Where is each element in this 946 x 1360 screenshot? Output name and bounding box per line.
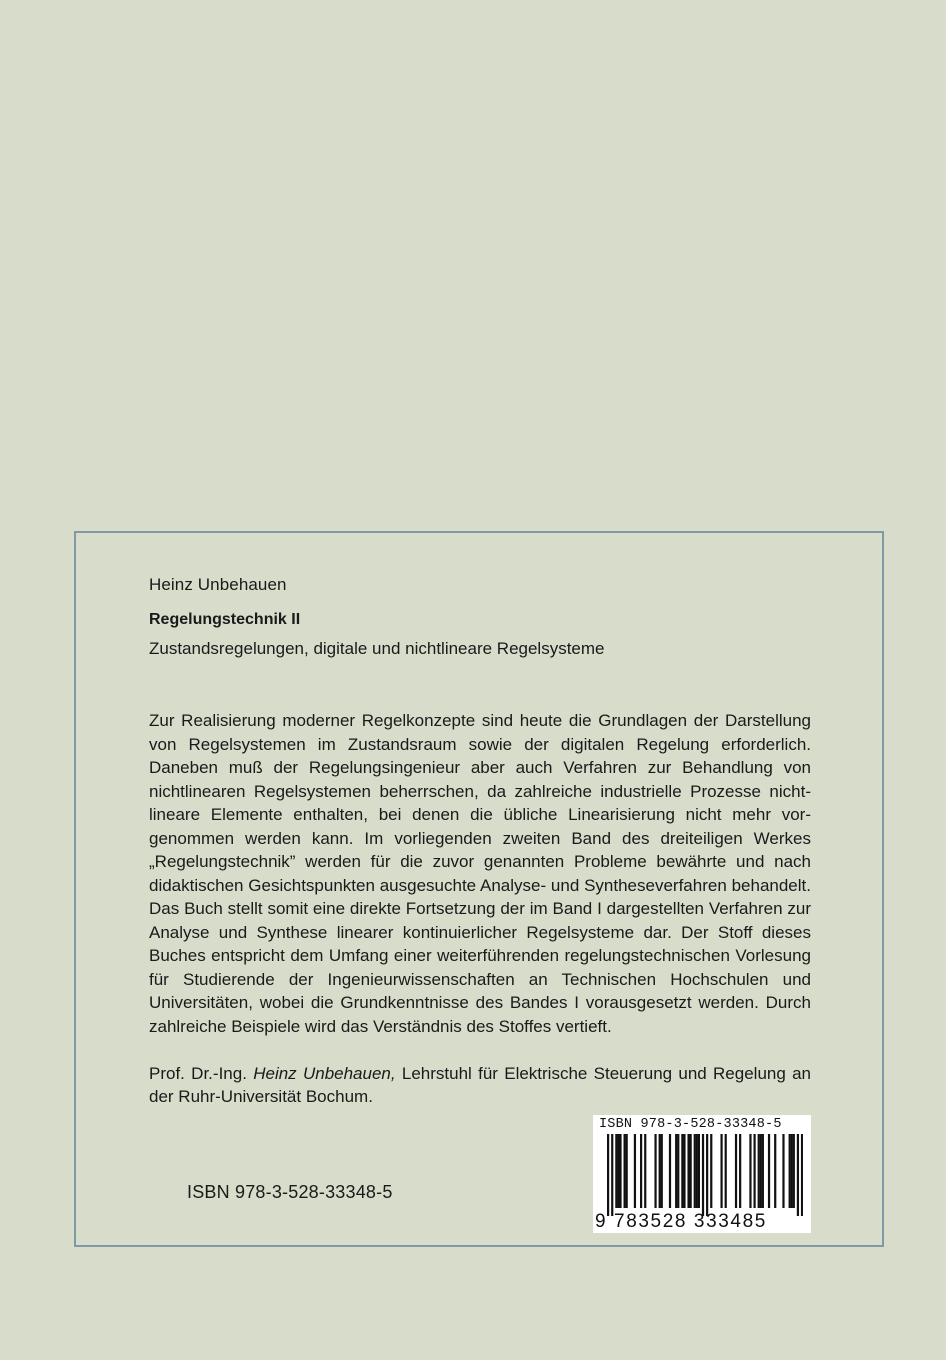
barcode-bars (607, 1134, 803, 1216)
barcode-guard-bar (607, 1134, 609, 1216)
barcode-bar (760, 1134, 762, 1208)
barcode-bar (687, 1134, 689, 1208)
barcode-bar (749, 1134, 751, 1208)
barcode-bar (782, 1134, 784, 1208)
book-subtitle: Zustandsregelungen, digitale und nichtlineare Regelsysteme (149, 639, 605, 658)
barcode-bar (739, 1134, 741, 1208)
barcode-bar (768, 1134, 770, 1208)
barcode-bar (720, 1134, 722, 1208)
author-note-rest: Lehrstuhl für Elektrische Steuerung und Regelung an der Ruhr-Universität Bochum. (149, 1064, 812, 1106)
barcode-bar (753, 1134, 755, 1208)
author-note-name: Heinz Unbehauen, (253, 1064, 396, 1083)
barcode-bar (675, 1134, 677, 1208)
author-note (149, 1062, 811, 1108)
author-note-prefix: Prof. Dr.-Ing. (149, 1064, 254, 1083)
barcode-bar (661, 1134, 663, 1208)
barcode-bar (735, 1134, 737, 1208)
barcode-bar (654, 1134, 656, 1208)
barcode-guard-bar (706, 1134, 708, 1216)
barcode-bar (659, 1134, 661, 1208)
barcode-bar (615, 1134, 617, 1208)
barcode-bar (683, 1134, 685, 1208)
barcode-bar (791, 1134, 793, 1208)
barcode-bar (696, 1134, 698, 1208)
barcode-bar (677, 1134, 679, 1208)
barcode-bar (619, 1134, 621, 1208)
barcode-number: 9 783528 333485 (595, 1211, 767, 1232)
barcode-guard-bar (611, 1134, 613, 1216)
barcode (593, 1115, 811, 1233)
barcode-bar (626, 1134, 628, 1208)
barcode-bar (694, 1134, 696, 1208)
barcode-guard-bar (801, 1134, 803, 1216)
barcode-guard-bar (702, 1134, 704, 1216)
book-title: Regelungstechnik II (149, 611, 301, 628)
barcode-bar (762, 1134, 764, 1208)
barcode-bar (624, 1134, 626, 1208)
author-name: Heinz Unbehauen (149, 575, 287, 594)
barcode-bar (617, 1134, 619, 1208)
barcode-bar (690, 1134, 692, 1208)
barcode-isbn-label: ISBN 978-3-528-33348-5 (599, 1117, 782, 1132)
barcode-bar (710, 1134, 712, 1208)
barcode-bar (634, 1134, 636, 1208)
barcode-bar (669, 1134, 671, 1208)
book-description: Zur Realisierung moderner Regelkonzepte sind heute die Grundlagen der Darstellung von Regelsystemen im Zustandsraum sowie der digitalen Regelung erforderlich. Daneben muß der Regelungsingenieur aber auch Verfahren zur Behandlung von nichtlinearen Regelsystemen beherrschen, da zahlreiche industrielle Prozesse nichtlineare Elemente enthalten, bei denen die übliche Linearisierung nicht mehr vorgenommen werden kann. Im vorliegenden zweiten Band des dreiteiligen Werkes „Regelungstechnik” werden für die zuvor genannten Probleme bewährte und nach didaktischen Gesichtspunkten ausgesuchte Analyse- und Syntheseverfahren behandelt. Das Buch stellt somit eine direkte Fortsetzung der im Band I dargestellten Verfahren zur Analyse und Synthese linearer kontinuierlicher Regelsysteme dar. Der Stoff dieses Buches entspricht dem Umfang einer weiterführenden regelungstechnischen Vorlesung für Studierende der Ingenieurwissenschaften an Technischen Hochschulen und Universitäten, wobei die Grundkenntnisse des Bandes I vorausgesetzt werden. Durch zahlreiche Beispiele wird das Verständnis des Stoffes vertieft. (149, 711, 811, 1036)
barcode-bar (758, 1134, 760, 1208)
barcode-bar (698, 1134, 700, 1208)
barcode-bar (774, 1134, 776, 1208)
isbn-label: ISBN 978-3-528-33348-5 (187, 1182, 393, 1202)
barcode-bar (725, 1134, 727, 1208)
barcode-guard-bar (797, 1134, 799, 1216)
barcode-bar (789, 1134, 791, 1208)
barcode-bar (793, 1134, 795, 1208)
barcode-bar (644, 1134, 646, 1208)
barcode-bar (681, 1134, 683, 1208)
barcode-bar (640, 1134, 642, 1208)
